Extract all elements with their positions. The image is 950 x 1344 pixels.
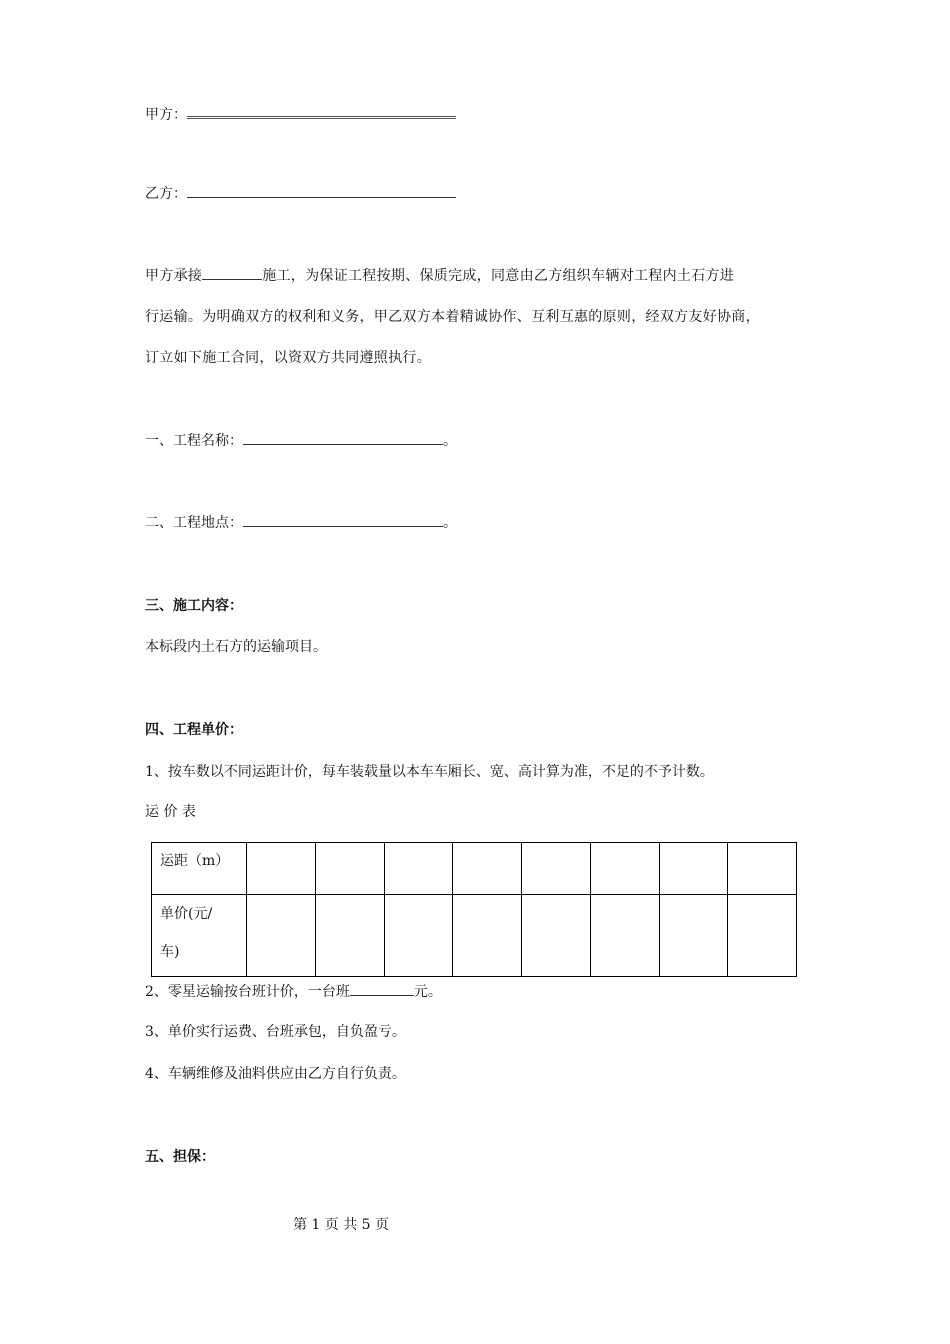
section-3-body: 本标段内土石方的运输项目。: [145, 639, 327, 655]
rate-table-cell: [728, 895, 797, 977]
section-2: [145, 512, 457, 533]
party-b-label: 乙方：: [145, 186, 187, 202]
rate-table-cell: [385, 843, 453, 895]
section-2-label: 二、工程地点：: [145, 515, 243, 531]
intro-line-1: [145, 265, 734, 286]
rate-table-cell: [522, 843, 591, 895]
rate-table-row-price: [152, 895, 797, 977]
section-4-title: 四、工程单价：: [145, 722, 243, 738]
project-name-blank: [243, 430, 443, 445]
page-number: 第 1 页 共 5 页: [292, 1217, 390, 1233]
party-a-label: 甲方：: [145, 107, 187, 123]
section-2-end: 。: [443, 515, 457, 531]
intro-line-3: 订立如下施工合同，以资双方共同遵照执行。: [145, 350, 431, 366]
section-4-item-1: 1、按车数以不同运距计价，每车装载量以本车车厢长、宽、高计算为准，不足的不予计数。: [145, 764, 714, 780]
rate-table-row-distance: [152, 843, 797, 895]
rate-table-header-distance: [152, 843, 247, 895]
section-4-item-2: [145, 981, 442, 1002]
item-2-text-b: 元。: [413, 984, 442, 1000]
rate-table-cell: [591, 843, 660, 895]
rate-table-caption: 运 价 表: [145, 804, 196, 820]
section-3-title: 三、施工内容：: [145, 598, 243, 614]
rate-table-cell: [522, 895, 591, 977]
price-label-line-2: 车): [160, 944, 180, 960]
shift-price-blank: [350, 981, 414, 996]
rate-table: [151, 842, 797, 977]
intro-text-a: 甲方承接: [145, 268, 203, 284]
rate-table-cell: [247, 895, 316, 977]
party-a-line: [145, 103, 456, 125]
rate-table-header-price: [152, 895, 247, 977]
section-1-end: 。: [443, 433, 457, 449]
project-blank: [202, 265, 262, 280]
party-b-blank: [187, 183, 456, 198]
rate-table-cell: [660, 843, 728, 895]
section-1: [145, 430, 457, 451]
rate-table-cell: [453, 895, 522, 977]
rate-table-cell: [247, 843, 316, 895]
party-a-blank: [187, 103, 456, 119]
rate-table-cell: [728, 843, 797, 895]
project-location-blank: [243, 512, 443, 527]
section-4-item-4: 4、车辆维修及油料供应由乙方自行负责。: [145, 1066, 406, 1082]
rate-table-cell: [316, 895, 385, 977]
section-4-item-3: 3、单价实行运费、台班承包，自负盈亏。: [145, 1024, 406, 1040]
rate-table-cell: [316, 843, 385, 895]
rate-table-cell: [591, 895, 660, 977]
rate-table-cell: [453, 843, 522, 895]
intro-line-2: 行运输。为明确双方的权利和义务，甲乙双方本着精诚协作、互利互惠的原则，经双方友好协商，: [145, 309, 760, 325]
section-5-title: 五、担保：: [145, 1149, 215, 1165]
distance-label: 运距（m）: [160, 853, 230, 869]
price-label-line-1: 单价(元/: [160, 906, 213, 922]
rate-table-cell: [385, 895, 453, 977]
intro-text-b: 施工，为保证工程按期、保质完成，同意由乙方组织车辆对工程内土石方进: [262, 268, 735, 284]
party-b-line: [145, 183, 456, 204]
section-1-label: 一、工程名称：: [145, 433, 243, 449]
item-2-text-a: 2、零星运输按台班计价，一台班: [145, 984, 350, 1000]
rate-table-cell: [660, 895, 728, 977]
